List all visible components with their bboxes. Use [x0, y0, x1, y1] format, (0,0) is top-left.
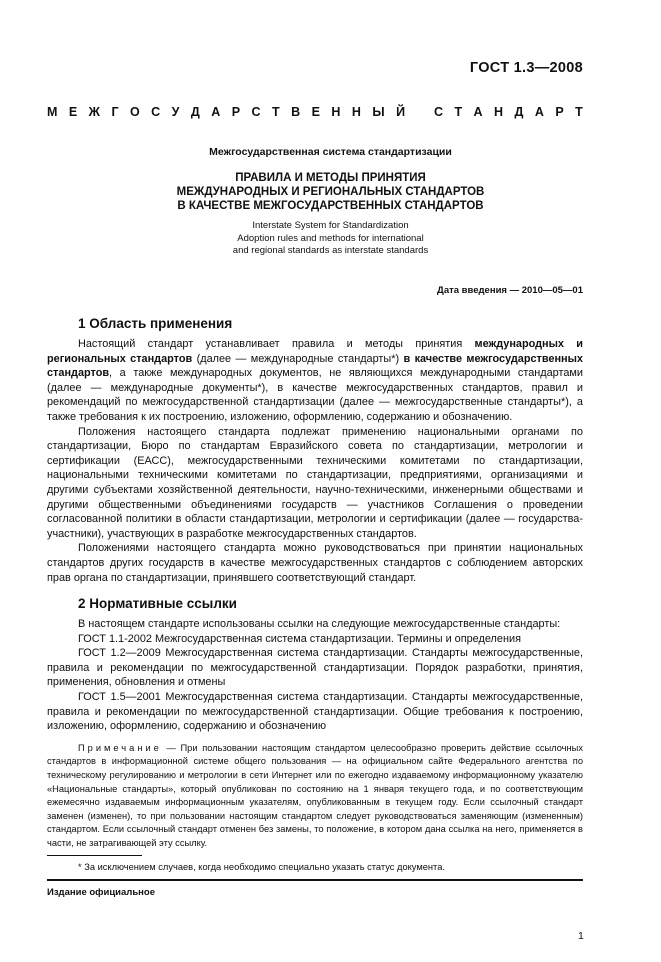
- note-text: — При пользовании настоящим стандартом целесообразно проверить действие ссылочных стандартов в информационной системе общего пользования — на официальном сайте Федерального агентства по техническому регулированию и метрологии в сети Интернет или по ежегодно издаваемому информационному указателю «Национальные стандарты», который опубликован по состоянию на 1 января текущего года, и по соответствующим ежемесячно издаваемым информационным указателям, опубликованным в текущем году. Если ссылочный стандарт заменен (изменен), то при пользовании настоящим стандартом следует руководствоваться заменяющим (измененным) стандартом. Если ссылочный стандарт отменен без замены, то положение, в котором дана ссылка на него, применяется в части, не затрагивающей эту ссылку.: [47, 742, 583, 848]
- title-line: МЕЖДУНАРОДНЫХ И РЕГИОНАЛЬНЫХ СТАНДАРТОВ: [176, 186, 485, 198]
- banner-letter: Е: [311, 105, 320, 119]
- banner-letter: В: [291, 105, 301, 119]
- banner-letter: С: [151, 105, 161, 119]
- reference: ГОСТ 1.5—2001 Межгосударственная система стандартизации. Стандарты межгосударственные, правила и рекомендации по межгосударственной стандартизации. Общие требования к построению, изложению, оформлению, содержанию и обозначению: [47, 691, 583, 733]
- section-2-body: [47, 617, 583, 734]
- banner-letter: Р: [555, 105, 564, 119]
- note-label: Примечание: [78, 742, 162, 753]
- system-name: Межгосударственная система стандартизации: [209, 146, 452, 158]
- banner-letter: У: [171, 105, 180, 119]
- reference: ГОСТ 1.2—2009 Межгосударственная система стандартизации. Стандарты межгосударственные, правила и рекомендации по межгосударственной стандартизации. Порядок разработки, принятия, применения, обновления и отмены: [47, 647, 583, 689]
- section-2-heading: 2 Нормативные ссылки: [78, 596, 237, 612]
- banner-letter: Ж: [88, 105, 100, 119]
- title-line: В КАЧЕСТВЕ МЕЖГОСУДАРСТВЕННЫХ СТАНДАРТОВ: [177, 200, 484, 212]
- footnote-divider: [47, 855, 142, 856]
- document-number: ГОСТ 1.3—2008: [469, 60, 583, 76]
- banner-letter: С: [251, 105, 261, 119]
- section-1-body: [47, 337, 583, 585]
- banner-letter: М: [47, 105, 58, 119]
- banner-letter: А: [534, 105, 544, 119]
- banner-letter: Т: [454, 105, 463, 119]
- banner-letter: О: [129, 105, 140, 119]
- banner-letter: А: [211, 105, 221, 119]
- banner-letter: Г: [111, 105, 119, 119]
- page-number: 1: [578, 929, 584, 942]
- banner-letter: Р: [231, 105, 241, 119]
- banner-letter: Е: [68, 105, 78, 119]
- footnote: * За исключением случаев, когда необходимо специально указать статус документа.: [78, 861, 445, 872]
- paragraph: Положениями настоящего стандарта можно руководствоваться при принятии национальных стандартов других государств в качестве межгосударственных стандартов с соблюдением авторских прав органа по стандартизации, принявшего соответствующий стандарт.: [47, 542, 583, 584]
- banner-letter: А: [473, 105, 483, 119]
- banner-letter: Т: [272, 105, 280, 119]
- reference: ГОСТ 1.1-2002 Межгосударственная система стандартизации. Термины и определения: [78, 632, 521, 645]
- paragraph: В настоящем стандарте использованы ссылки на следующие межгосударственные стандарты:: [78, 618, 561, 631]
- note: [47, 742, 583, 851]
- effective-date: Дата введения — 2010—05—01: [437, 285, 583, 296]
- english-line: Interstate System for Standardization: [252, 220, 409, 231]
- paragraph: Положения настоящего стандарта подлежат применению национальными органами по стандартизации, Бюро по стандартам Евразийского совета по стандартизации, метрологии и сертификации (ЕАСС), межгосударственными техническими комитетами по стандартизации, национальными техническими комитетами по стандартизации, предприятиями, организациями и другими субъектами хозяйственной деятельности, научно-техническими, инженерными обществами и другими общественными объединениями государств — участников Соглашения о проведении согласованной политики в области стандартизации, метрологии и сертификации (далее — государства-участники), участвующих в разработке межгосударственных стандартов.: [47, 425, 583, 540]
- banner-letter: Н: [351, 105, 361, 119]
- banner-letter: С: [433, 105, 443, 119]
- document-body: [47, 0, 583, 962]
- title-line: ПРАВИЛА И МЕТОДЫ ПРИНЯТИЯ: [235, 172, 426, 184]
- paragraph: Настоящий стандарт устанавливает правила и методы принятия международных и региональных стандартов (далее — международные стандарты*) в качестве межгосударственных стандартов, а также международных документов, не являющихся международными стандартами (далее — международные документы*), в качестве межгосударственных стандартов, правил и рекомендаций по межгосударственной стандартизации (далее — межгосударственные стандарты*), а также требования к их построению, изложению, оформлению, содержанию и обозначению.: [47, 338, 583, 423]
- english-line: and regional standards as interstate standards: [232, 245, 429, 256]
- edition-label: Издание официальное: [47, 886, 155, 898]
- section-1-heading: 1 Область применения: [78, 316, 233, 331]
- english-line: Adoption rules and methods for international: [237, 232, 424, 244]
- banner-letter: Д: [514, 105, 524, 119]
- banner-letter: Н: [494, 105, 504, 119]
- banner-letter: Н: [331, 105, 341, 119]
- footer-divider: [47, 879, 583, 881]
- banner-letter: Ы: [372, 105, 385, 119]
- banner-letter: Й: [396, 105, 406, 119]
- banner-letter: Т: [575, 105, 583, 119]
- banner-letter: Д: [190, 105, 200, 119]
